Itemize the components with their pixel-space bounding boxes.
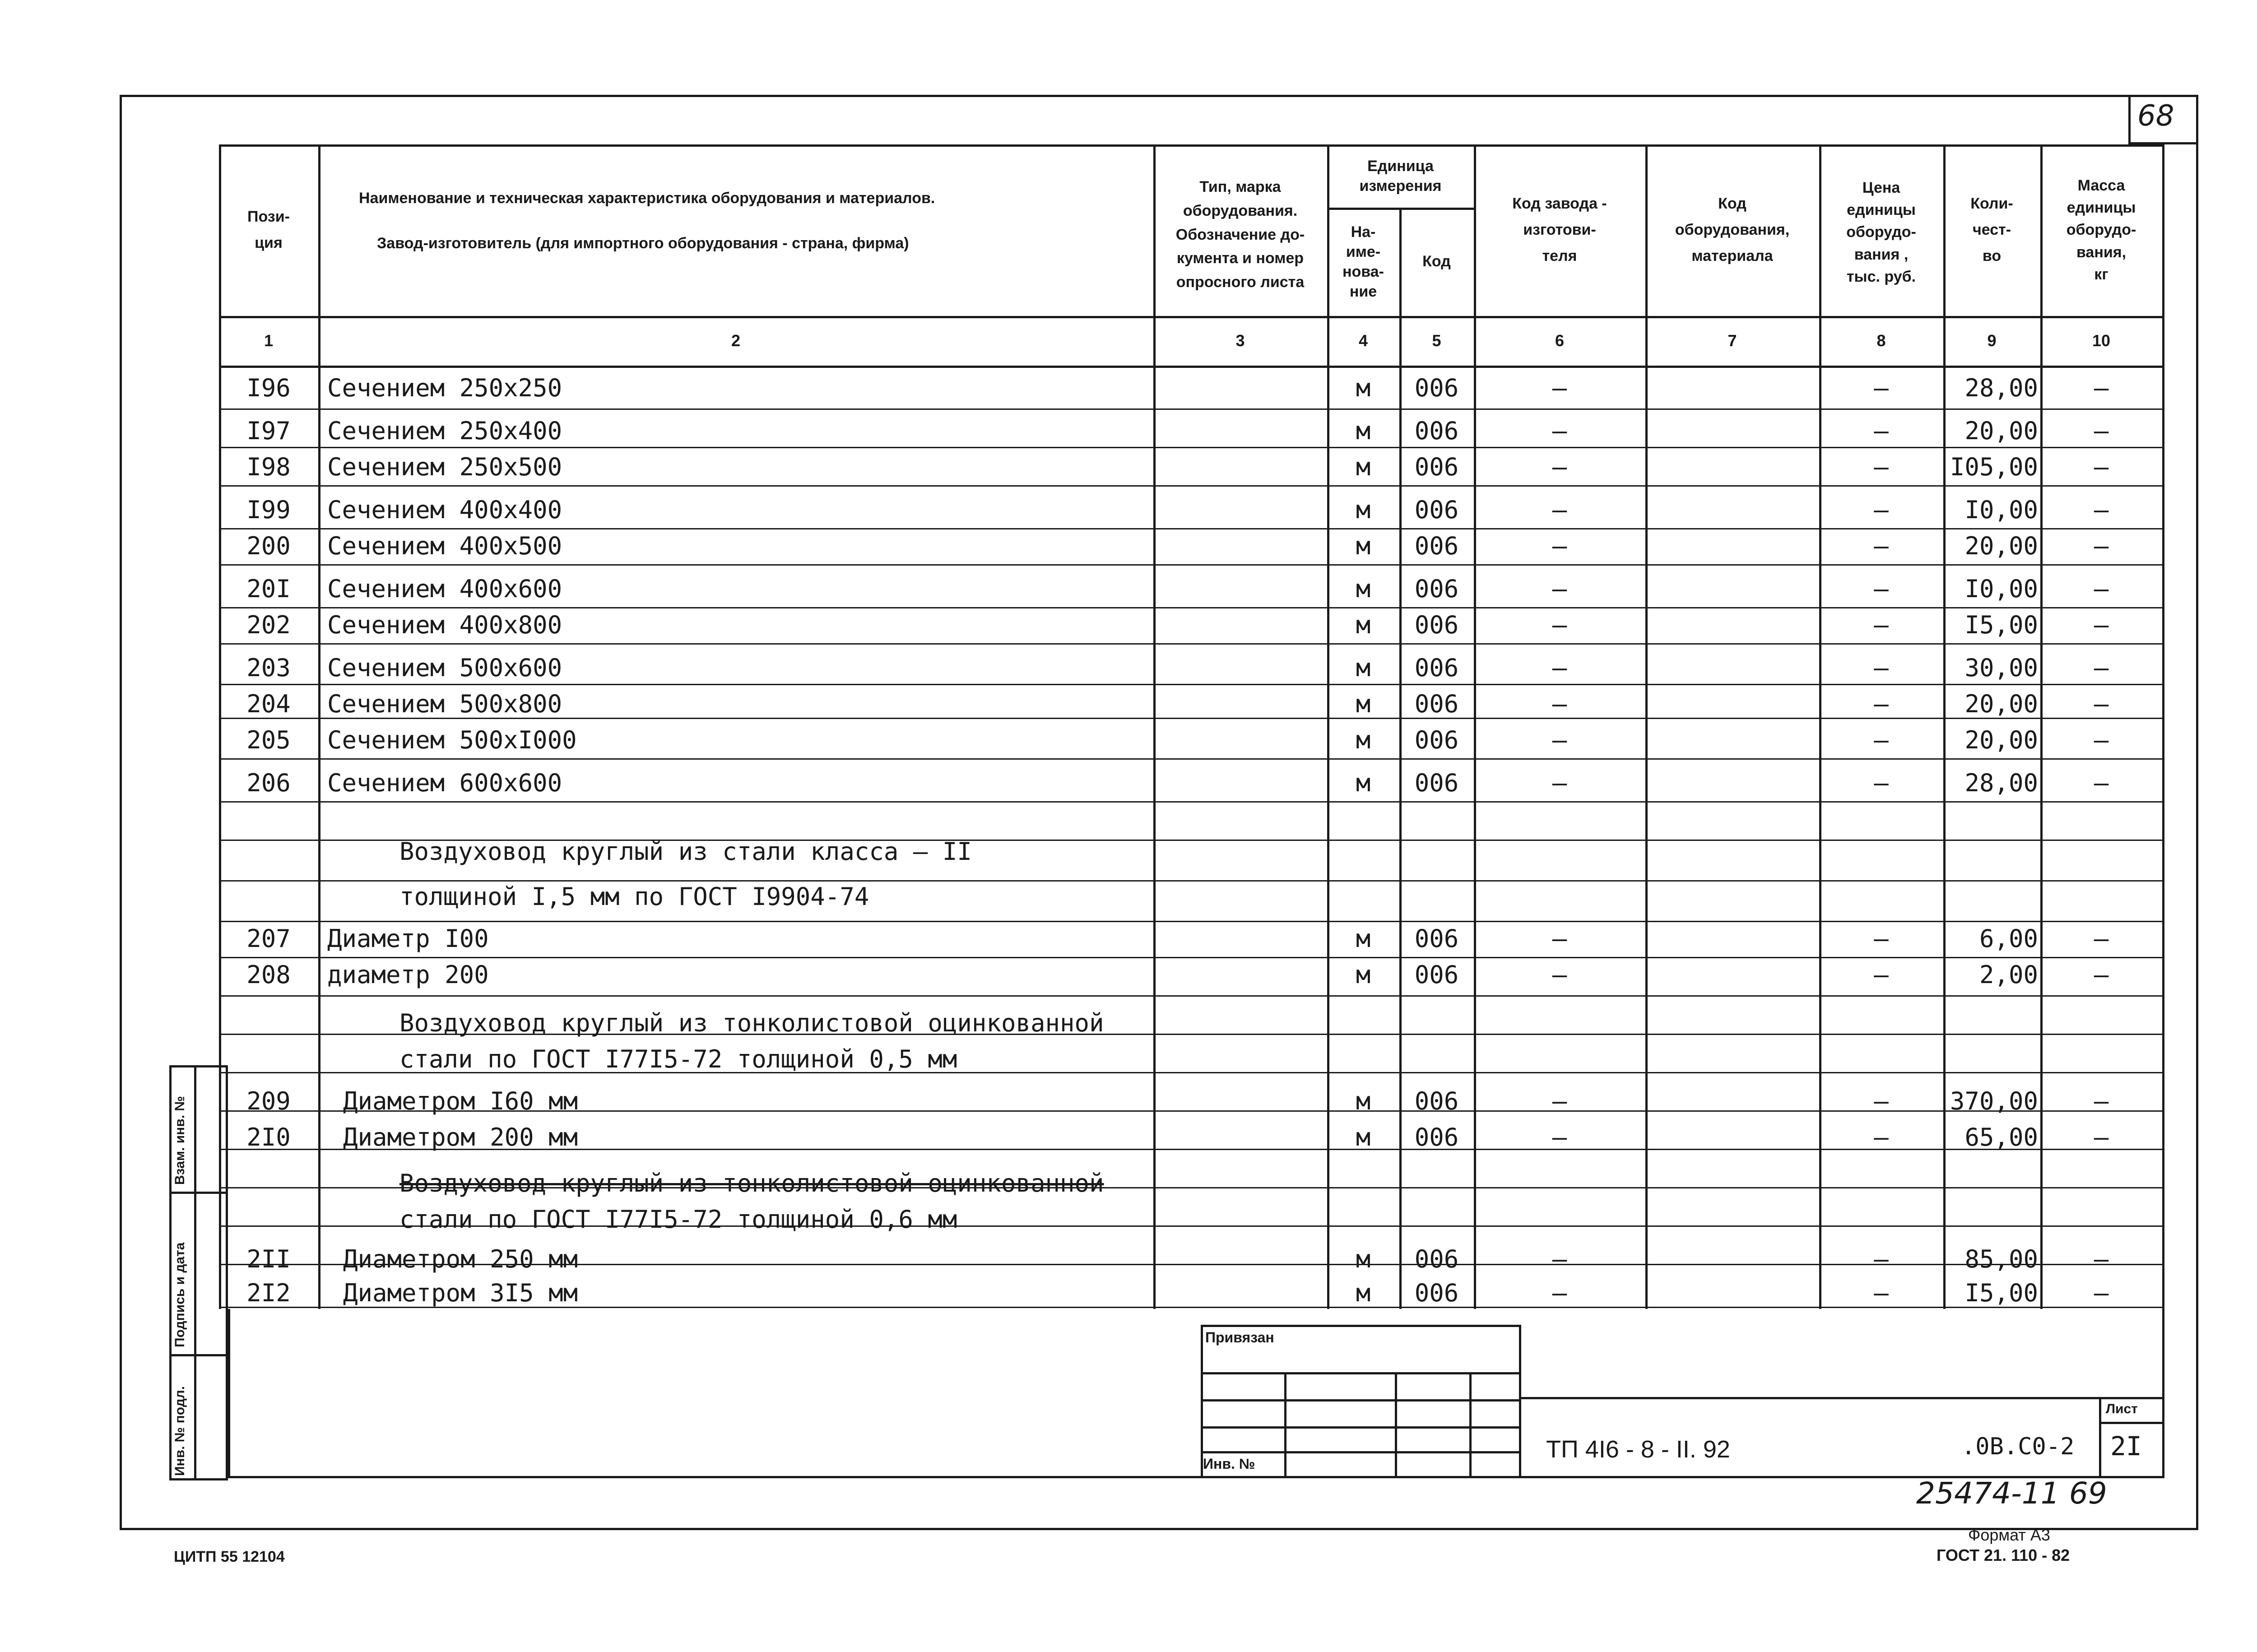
- row-unit-code: 006: [1414, 1087, 1459, 1115]
- row-position: 209: [246, 1087, 291, 1115]
- row-quantity: I0,00: [1964, 575, 2038, 603]
- row-price: –: [1874, 417, 1889, 445]
- row-mass: –: [2094, 1087, 2109, 1115]
- row-mass: –: [2094, 769, 2109, 797]
- header-col2-line1: Наименование и техническая характеристика оборудования и материалов.: [359, 190, 935, 207]
- row-mass: –: [2094, 611, 2109, 639]
- row-name: Диаметром I60 мм: [343, 1087, 578, 1115]
- row-unit: м: [1356, 417, 1371, 445]
- row-quantity: 28,00: [1964, 374, 2038, 402]
- row-mass: –: [2094, 453, 2109, 481]
- row-unit: м: [1356, 1087, 1371, 1115]
- row-quantity: 370,00: [1950, 1087, 2038, 1115]
- row-unit-code: 006: [1414, 453, 1459, 481]
- row-position: I97: [246, 417, 291, 445]
- row-unit-code: 006: [1414, 417, 1459, 445]
- row-line-15: [219, 995, 2164, 997]
- privyazan-label: Привязан: [1205, 1329, 1274, 1346]
- row-unit: м: [1356, 496, 1371, 524]
- stamp-inv-podl-label: Инв. № подл.: [172, 1386, 187, 1476]
- column-number-8: 8: [1876, 331, 1886, 350]
- section-heading-3: Воздуховод круглый из тонколистовой оцинкованной: [399, 1009, 1104, 1037]
- row-price: –: [1874, 690, 1889, 718]
- row-price: –: [1874, 961, 1889, 989]
- stamp-podpis-label: Подпись и дата: [172, 1242, 187, 1347]
- row-price: –: [1874, 611, 1889, 639]
- row-line-13: [219, 921, 2164, 922]
- footer-gost: ГОСТ 21. 110 - 82: [1937, 1546, 2070, 1564]
- row-unit-code: 006: [1414, 496, 1459, 524]
- column-number-7: 7: [1728, 331, 1737, 350]
- row-unit-code: 006: [1414, 532, 1459, 560]
- privyazan-box: [1201, 1325, 1521, 1478]
- handwritten-number: 25474-11 69: [1916, 1476, 2107, 1511]
- row-position: 206: [246, 769, 291, 797]
- section-heading-6: стали по ГОСТ I77I5-72 толщиной 0,6 мм: [399, 1205, 957, 1234]
- row-unit-code: 006: [1414, 611, 1459, 639]
- row-quantity: 30,00: [1964, 654, 2038, 682]
- column-number-6: 6: [1555, 331, 1565, 350]
- column-number-1: 1: [264, 331, 274, 350]
- section-heading-2: толщиной I,5 мм по ГОСТ I9904-74: [399, 882, 869, 911]
- side-stamp-divider: [194, 1065, 196, 1480]
- row-price: –: [1874, 1123, 1889, 1151]
- privyazan-vline1: [1284, 1372, 1286, 1478]
- privyazan-line4: [1201, 1451, 1521, 1453]
- row-line-9: [219, 758, 2164, 760]
- sheet-label: Лист: [2106, 1401, 2138, 1416]
- privyazan-vline3: [1469, 1372, 1472, 1478]
- row-quantity: 28,00: [1964, 769, 2038, 797]
- row-line-10: [219, 801, 2164, 803]
- row-quantity: 20,00: [1964, 532, 2038, 560]
- row-plant-code: –: [1552, 1279, 1567, 1307]
- row-quantity: 65,00: [1964, 1123, 2038, 1151]
- column-number-9: 9: [1987, 331, 1997, 350]
- row-mass: –: [2094, 374, 2109, 402]
- row-name: Сечением 500х600: [327, 654, 562, 682]
- row-mass: –: [2094, 924, 2109, 953]
- row-plant-code: –: [1552, 374, 1567, 402]
- row-mass: –: [2094, 654, 2109, 682]
- row-line-5: [219, 607, 2164, 608]
- row-name: Сечением 250х400: [327, 417, 562, 445]
- row-mass: –: [2094, 1123, 2109, 1151]
- table-top-line: [219, 144, 2164, 147]
- row-plant-code: –: [1552, 417, 1567, 445]
- row-price: –: [1874, 575, 1889, 603]
- row-line-6: [219, 643, 2164, 645]
- numbers-bottom-line: [219, 366, 2164, 368]
- header-col1: Пози- ция: [247, 208, 290, 251]
- header-col2-line2: Завод-изготовитель (для импортного оборудования - страна, фирма): [377, 235, 909, 252]
- row-plant-code: –: [1552, 1087, 1567, 1115]
- row-name: Диаметром 3I5 мм: [343, 1279, 578, 1307]
- row-unit-code: 006: [1414, 1245, 1459, 1273]
- row-mass: –: [2094, 1279, 2109, 1307]
- privyazan-vline2: [1395, 1372, 1397, 1478]
- row-line-4: [219, 564, 2164, 566]
- row-name: Сечением 400х400: [327, 496, 562, 524]
- row-name: Сечением 400х600: [327, 575, 562, 603]
- row-position: 202: [246, 611, 291, 639]
- row-line-3: [219, 528, 2164, 529]
- row-line-0: [219, 408, 2164, 410]
- doc-code: ТП 4I6 - 8 - II. 92: [1546, 1436, 1730, 1463]
- row-mass: –: [2094, 496, 2109, 524]
- sheet-number: 2I: [2110, 1431, 2142, 1462]
- row-plant-code: –: [1552, 532, 1567, 560]
- column-line-10: [2162, 144, 2164, 1309]
- row-unit: м: [1356, 1279, 1371, 1307]
- row-name: Сечением 500хI000: [327, 726, 577, 754]
- row-plant-code: –: [1552, 453, 1567, 481]
- row-plant-code: –: [1552, 611, 1567, 639]
- row-plant-code: –: [1552, 961, 1567, 989]
- header-col6: Код завода - изготови- теля: [1512, 195, 1607, 265]
- doc-suffix: .0В.С0-2: [1961, 1433, 2075, 1460]
- row-position: 200: [246, 532, 291, 560]
- row-price: –: [1874, 1087, 1889, 1115]
- section-heading-1: Воздуховод круглый из стали класса – II: [399, 837, 972, 866]
- row-unit: м: [1356, 453, 1371, 481]
- row-unit: м: [1356, 1123, 1371, 1151]
- row-mass: –: [2094, 726, 2109, 754]
- header-col8: Цена единицы оборудо- вания , тыс. руб.: [1846, 179, 1916, 285]
- row-quantity: 85,00: [1964, 1245, 2038, 1273]
- row-position: 205: [246, 726, 291, 754]
- row-price: –: [1874, 453, 1889, 481]
- row-quantity: 2,00: [1979, 961, 2038, 989]
- row-plant-code: –: [1552, 575, 1567, 603]
- row-unit-code: 006: [1414, 654, 1459, 682]
- privyazan-line3: [1201, 1426, 1521, 1429]
- row-price: –: [1874, 1245, 1889, 1273]
- sheet-box-divider: [2099, 1422, 2164, 1424]
- column-number-5: 5: [1432, 331, 1441, 350]
- row-price: –: [1874, 1279, 1889, 1307]
- row-unit-code: 006: [1414, 769, 1459, 797]
- row-plant-code: –: [1552, 769, 1567, 797]
- row-unit-code: 006: [1414, 924, 1459, 953]
- row-quantity: 6,00: [1979, 924, 2038, 953]
- row-plant-code: –: [1552, 654, 1567, 682]
- row-unit: м: [1356, 575, 1371, 603]
- row-plant-code: –: [1552, 1245, 1567, 1273]
- row-line-14: [219, 957, 2164, 958]
- row-position: I96: [246, 374, 291, 402]
- row-unit: м: [1356, 690, 1371, 718]
- row-quantity: 20,00: [1964, 690, 2038, 718]
- row-plant-code: –: [1552, 726, 1567, 754]
- row-price: –: [1874, 532, 1889, 560]
- row-position: 2II: [246, 1245, 291, 1273]
- row-quantity: I5,00: [1964, 1279, 2038, 1307]
- column-number-2: 2: [731, 331, 741, 350]
- row-position: 208: [246, 961, 291, 989]
- row-position: I99: [246, 496, 291, 524]
- row-mass: –: [2094, 961, 2109, 989]
- row-unit-code: 006: [1414, 575, 1459, 603]
- row-unit: м: [1356, 924, 1371, 953]
- row-unit-code: 006: [1414, 690, 1459, 718]
- row-position: 20I: [246, 575, 291, 603]
- row-unit: м: [1356, 654, 1371, 682]
- row-unit-code: 006: [1414, 961, 1459, 989]
- row-price: –: [1874, 496, 1889, 524]
- row-unit-code: 006: [1414, 726, 1459, 754]
- footer-format: Формат А3: [1968, 1526, 2050, 1544]
- row-quantity: I0,00: [1964, 496, 2038, 524]
- row-position: 207: [246, 924, 291, 953]
- row-price: –: [1874, 374, 1889, 402]
- row-position: 204: [246, 690, 291, 718]
- row-mass: –: [2094, 417, 2109, 445]
- row-plant-code: –: [1552, 690, 1567, 718]
- row-unit-code: 006: [1414, 374, 1459, 402]
- row-unit: м: [1356, 961, 1371, 989]
- row-name: Сечением 600х600: [327, 769, 562, 797]
- row-price: –: [1874, 654, 1889, 682]
- row-unit: м: [1356, 769, 1371, 797]
- row-name: Диаметр I00: [327, 924, 489, 953]
- inv-no-label: Инв. №: [1203, 1456, 1255, 1472]
- row-price: –: [1874, 726, 1889, 754]
- row-name: Сечением 400х500: [327, 532, 562, 560]
- row-name: Сечением 500х800: [327, 690, 562, 718]
- row-quantity: I5,00: [1964, 611, 2038, 639]
- row-unit-code: 006: [1414, 1279, 1459, 1307]
- side-stamp-sep1: [169, 1192, 228, 1194]
- row-unit: м: [1356, 611, 1371, 639]
- privyazan-line2: [1201, 1399, 1521, 1401]
- row-plant-code: –: [1552, 496, 1567, 524]
- section-heading-4: стали по ГОСТ I77I5-72 толщиной 0,5 мм: [399, 1045, 957, 1073]
- header-col9: Коли- чест- во: [1970, 195, 2013, 265]
- doc-code-line: [1521, 1397, 2099, 1399]
- row-unit-code: 006: [1414, 1123, 1459, 1151]
- row-position: 203: [246, 654, 291, 682]
- section-heading-5: Воздуховод круглый из тонколистовой оцинкованной: [399, 1169, 1104, 1197]
- row-line-1: [219, 447, 2164, 448]
- header-col3: Тип, марка оборудования. Обозначение до- кумента и номер опросного листа: [1175, 178, 1305, 291]
- row-unit: м: [1356, 374, 1371, 402]
- row-name: диаметр 200: [327, 961, 489, 989]
- header-col4: На- име- нова- ние: [1342, 223, 1384, 301]
- row-mass: –: [2094, 1245, 2109, 1273]
- row-name: Сечением 250х250: [327, 374, 562, 402]
- header-col5: Код: [1422, 253, 1451, 270]
- row-name: Диаметром 250 мм: [343, 1245, 578, 1273]
- row-unit: м: [1356, 532, 1371, 560]
- title-block-frame: [228, 1309, 2164, 1478]
- row-unit: м: [1356, 726, 1371, 754]
- row-name: Сечением 250х500: [327, 453, 562, 481]
- row-name: Сечением 400х800: [327, 611, 562, 639]
- footer-left: ЦИТП 55 12104: [174, 1548, 285, 1565]
- row-position: I98: [246, 453, 291, 481]
- side-stamp-sep2: [169, 1354, 228, 1356]
- row-position: 2I0: [246, 1123, 291, 1151]
- column-number-4: 4: [1358, 331, 1368, 350]
- privyazan-line1: [1201, 1372, 1521, 1374]
- row-unit: м: [1356, 1245, 1371, 1273]
- row-line-12: [219, 880, 2164, 882]
- header-col45-group: Единица измерения: [1359, 157, 1442, 195]
- row-position: 2I2: [246, 1279, 291, 1307]
- header-col10: Масса единицы оборудо- вания, кг: [2066, 176, 2136, 283]
- row-price: –: [1874, 769, 1889, 797]
- column-number-3: 3: [1235, 331, 1245, 350]
- row-mass: –: [2094, 532, 2109, 560]
- row-name: Диаметром 200 мм: [343, 1123, 578, 1151]
- row-price: –: [1874, 924, 1889, 953]
- column-number-10: 10: [2092, 331, 2111, 350]
- header-col7: Код оборудования, материала: [1675, 195, 1790, 265]
- row-plant-code: –: [1552, 1123, 1567, 1151]
- stamp-vzam-label: Взам. инв. №: [172, 1096, 187, 1185]
- page-number: 68: [2137, 99, 2174, 133]
- row-plant-code: –: [1552, 924, 1567, 953]
- row-mass: –: [2094, 690, 2109, 718]
- row-quantity: 20,00: [1964, 417, 2038, 445]
- row-line-7: [219, 684, 2164, 685]
- row-quantity: I05,00: [1950, 453, 2038, 481]
- row-mass: –: [2094, 575, 2109, 603]
- row-quantity: 20,00: [1964, 726, 2038, 754]
- row-line-2: [219, 485, 2164, 487]
